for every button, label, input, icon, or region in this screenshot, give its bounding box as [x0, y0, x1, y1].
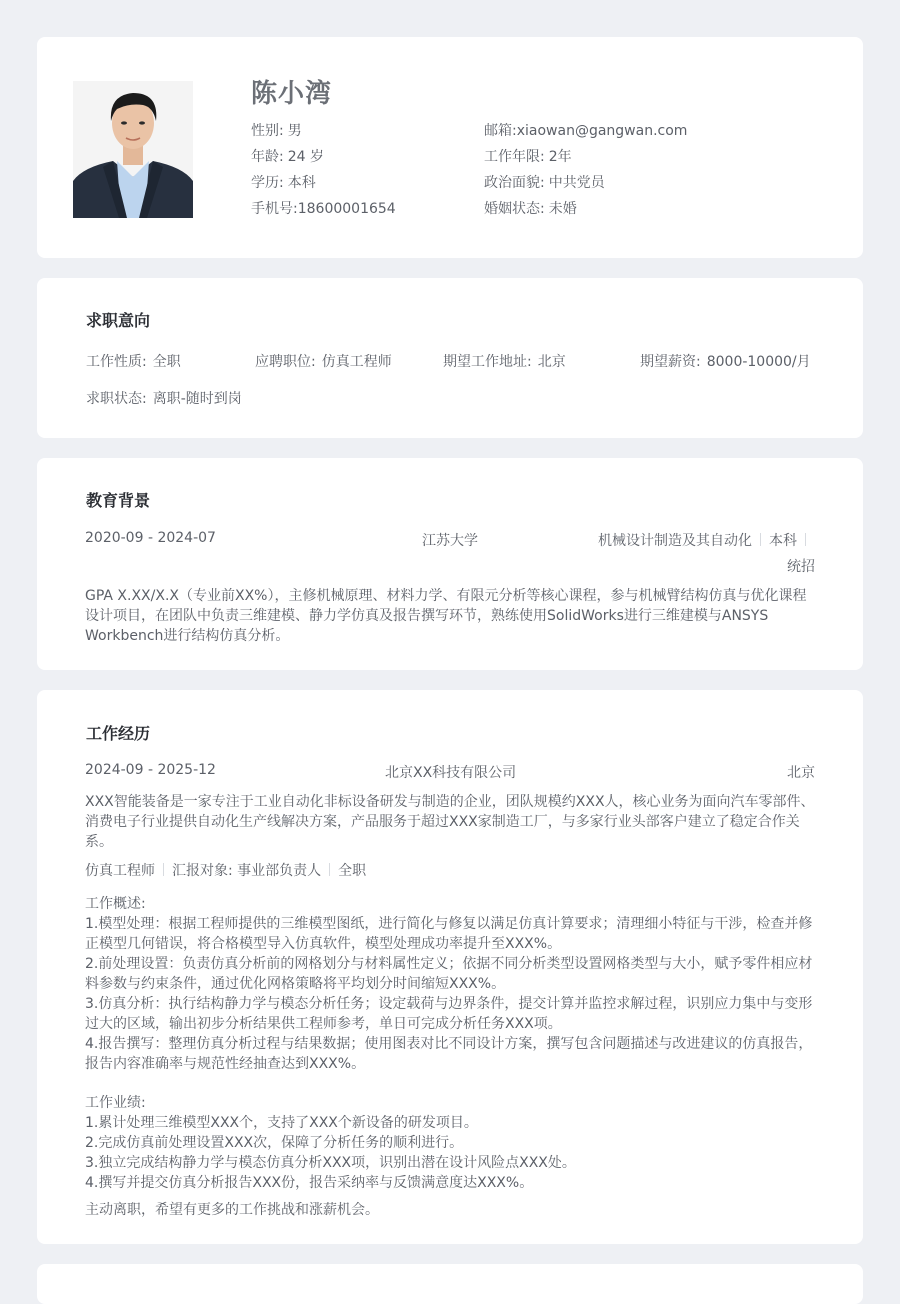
job-intent-card [37, 278, 863, 438]
work-overview [85, 894, 815, 1074]
report-to: 汇报对象: 事业部负责人 [172, 863, 322, 879]
degree-name: 本科 [769, 533, 797, 549]
education-description: GPA X.XX/X.X（专业前XX%），主修机械原理、材料力学、有限元分析等核心课程，参与机械臂结构仿真与优化课程设计项目，在团队中负责三维建模、静力学仿真及报告撰写环节，熟练使用SolidWorks进行三维建模与ANSYS Workbench进行结构仿真分析。 [85, 588, 807, 644]
candidate-name: 陈小湾 [251, 79, 333, 109]
education-card [37, 458, 863, 670]
email-row [484, 118, 687, 144]
political-status-row [484, 170, 687, 196]
political-status-label: 政治面貌: [484, 175, 545, 191]
marital-status-label: 婚姻状态: [484, 201, 545, 217]
separator [805, 533, 806, 546]
age-row [251, 144, 396, 170]
next-section-card [37, 1264, 863, 1304]
profile-photo [73, 81, 193, 218]
company-name: 北京XX科技有限公司 [385, 765, 517, 781]
salary-value: 8000-10000/月 [706, 354, 811, 370]
work-years-row [484, 144, 687, 170]
major-name: 机械设计制造及其自动化 [598, 533, 752, 549]
overview-item: 2.前处理设置：负责仿真分析前的网格划分与材料属性定义；依据不同分析类型设置网格类型与大小，赋予零件相应材料参数与约束条件，通过优化网格策略将平均划分时间缩短XXX%。 [85, 956, 813, 992]
overview-item: 3.仿真分析：执行结构静力学与模态分析任务；设定载荷与边界条件，提交计算并监控求解过程，识别应力集中与变形过大的区域，输出初步分析结果供工程师参考，单日可完成分析任务XXX项。 [85, 996, 813, 1032]
work-years-label: 工作年限: [484, 149, 545, 165]
basic-info-right [484, 118, 687, 222]
overview-item: 4.报告撰写：整理仿真分析过程与结果数据；使用图表对比不同设计方案，撰写包含问题描述与改进建议的仿真报告，报告内容准确率与规范性经抽查达到XXX%。 [85, 1036, 813, 1072]
section-title: 教育背景 [86, 491, 151, 510]
education-level-label: 学历: [251, 175, 284, 191]
work-location-item [443, 351, 566, 371]
work-city: 北京 [787, 765, 815, 781]
major-degree-line [598, 530, 806, 550]
position-item [255, 351, 392, 371]
work-location-value: 北京 [537, 354, 566, 370]
gender-row [251, 118, 396, 144]
role-line [85, 860, 366, 880]
job-type-item [86, 351, 181, 371]
work-location-label: 期望工作地址: [443, 354, 532, 370]
marital-status-value: 未婚 [548, 201, 577, 217]
leave-reason: 主动离职，希望有更多的工作挑战和涨薪机会。 [85, 1202, 379, 1218]
age-value: 24 岁 [287, 149, 324, 165]
school-name: 江苏大学 [422, 533, 478, 549]
achievement-item: 1.累计处理三维模型XXX个，支持了XXX个新设备的研发项目。 [85, 1115, 478, 1131]
email-value: xiaowan@gangwan.com [516, 123, 688, 139]
role-title: 仿真工程师 [85, 863, 155, 879]
job-status-label: 求职状态: [86, 391, 147, 407]
position-value: 仿真工程师 [321, 354, 392, 370]
gender-label: 性别: [251, 123, 284, 139]
company-description: XXX智能装备是一家专注于工业自动化非标设备研发与制造的企业，团队规模约XXX人，核心业务为面向汽车零部件、消费电子行业提供自动化生产线解决方案，产品服务于超过XXX家制造工厂，与多家行业头部客户建立了稳定合作关系。 [85, 794, 815, 850]
overview-item: 1.模型处理：根据工程师提供的三维模型图纸，进行简化与修复以满足仿真计算要求；清理细小特征与干涉，检查并修正模型几何错误，将合格模型导入仿真软件，模型处理成功率提升至XXX%。 [85, 916, 813, 952]
job-type-label: 工作性质: [86, 354, 147, 370]
work-experience-card [37, 690, 863, 1244]
enrollment-type: 统招 [787, 559, 815, 575]
political-status-value: 中共党员 [548, 175, 605, 191]
email-label: 邮箱: [484, 123, 517, 139]
work-period: 2024-09 - 2025-12 [85, 762, 216, 778]
job-status-value: 离职-随时到岗 [152, 391, 242, 407]
gender-value: 男 [287, 123, 302, 139]
work-years-value: 2年 [548, 149, 572, 165]
achievement-label: 工作业绩: [85, 1095, 146, 1111]
section-title: 求职意向 [86, 311, 151, 330]
position-label: 应聘职位: [255, 354, 316, 370]
achievement-item: 3.独立完成结构静力学与模态仿真分析XXX项，识别出潜在设计风险点XXX处。 [85, 1155, 576, 1171]
phone-row [251, 196, 396, 222]
education-level-value: 本科 [287, 175, 316, 191]
section-title: 工作经历 [86, 724, 151, 743]
basic-info-left [251, 118, 396, 222]
marital-status-row [484, 196, 687, 222]
work-achievements [85, 1093, 815, 1193]
salary-item [640, 351, 811, 371]
job-type: 全职 [338, 863, 367, 879]
separator [163, 863, 164, 876]
achievement-item: 2.完成仿真前处理设置XXX次，保障了分析任务的顺利进行。 [85, 1135, 464, 1151]
job-status-item [86, 388, 242, 408]
phone-value: 18600001654 [297, 201, 396, 217]
separator [760, 533, 761, 546]
salary-label: 期望薪资: [640, 354, 701, 370]
overview-label: 工作概述: [85, 896, 146, 912]
education-level-row [251, 170, 396, 196]
separator [329, 863, 330, 876]
profile-card [37, 37, 863, 258]
age-label: 年龄: [251, 149, 284, 165]
achievement-item: 4.撰写并提交仿真分析报告XXX份，报告采纳率与反馈满意度达XXX%。 [85, 1175, 534, 1191]
phone-label: 手机号: [251, 201, 298, 217]
job-type-value: 全职 [152, 354, 181, 370]
education-period: 2020-09 - 2024-07 [85, 530, 216, 546]
